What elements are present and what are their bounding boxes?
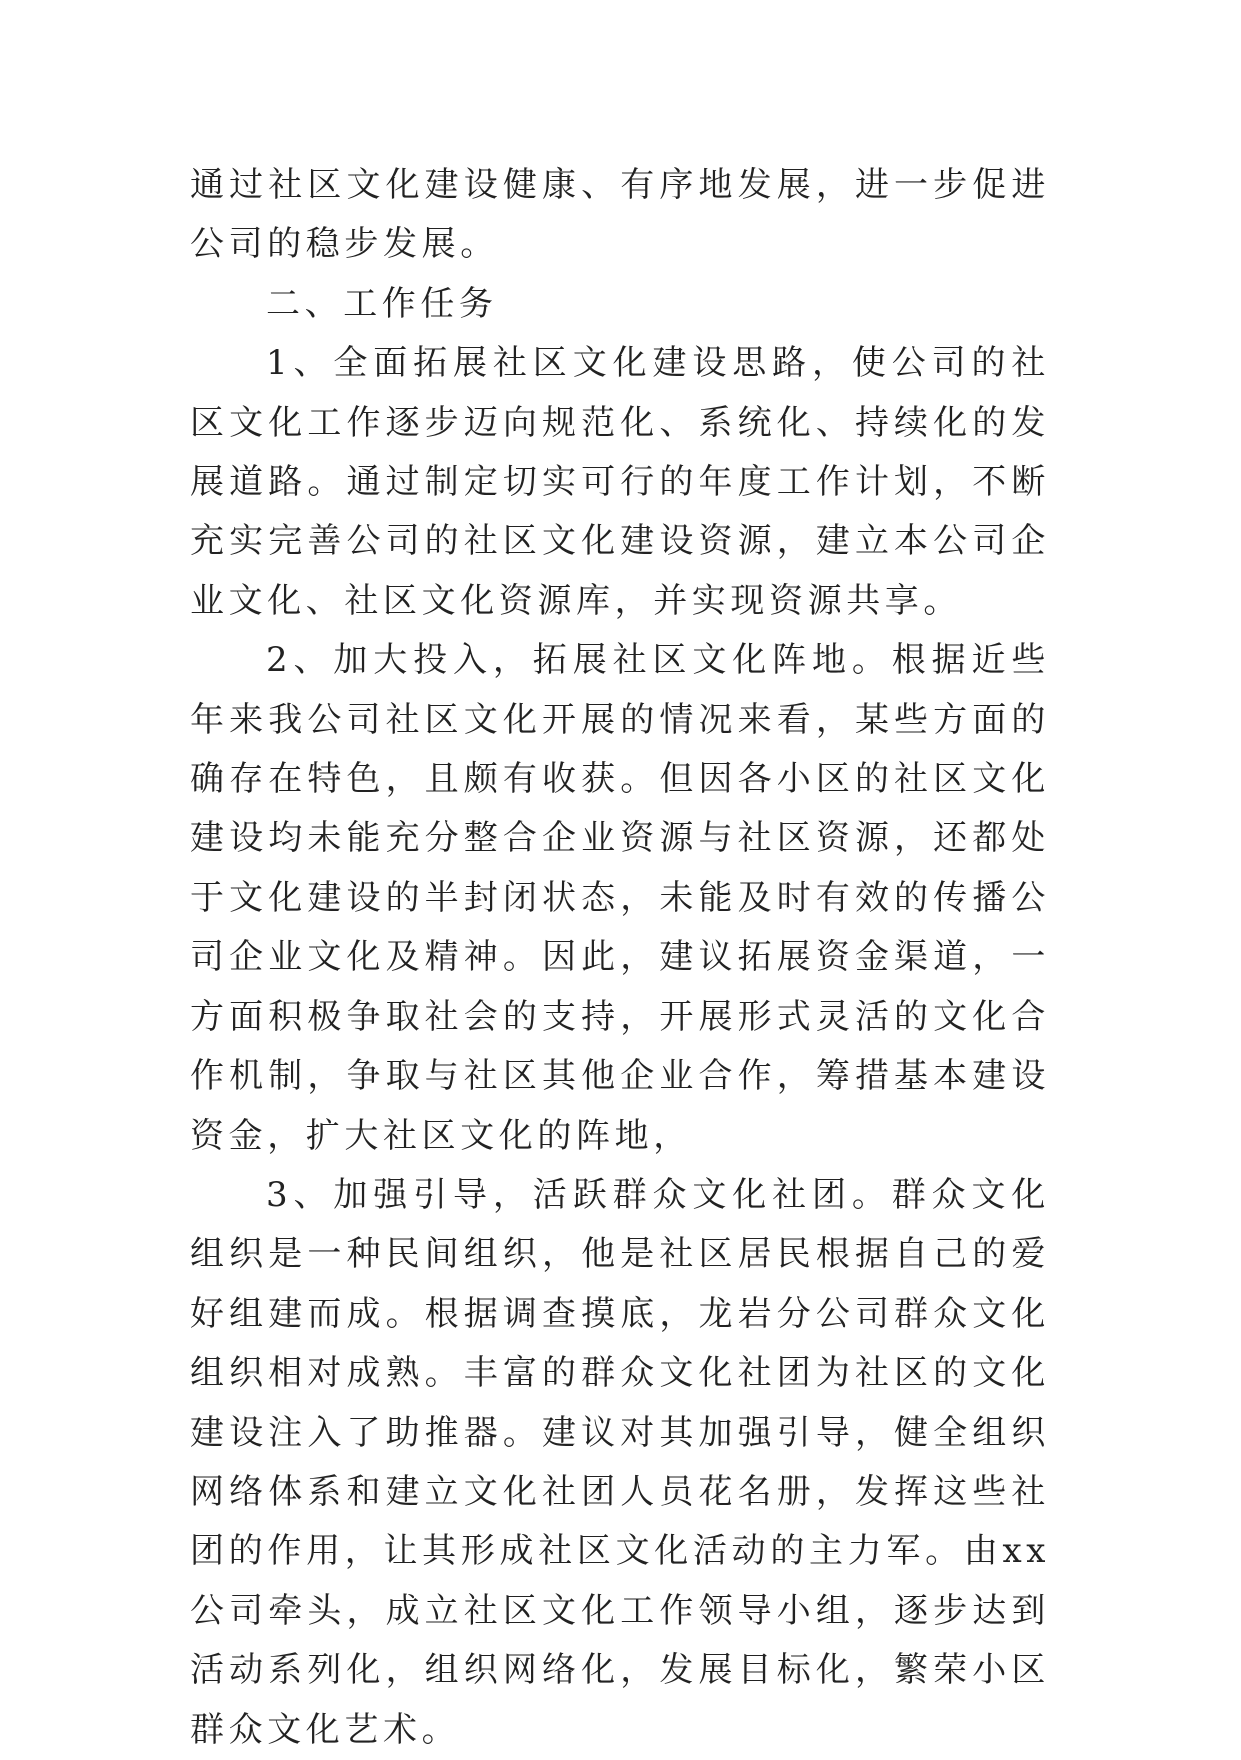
paragraph-task-3: 3、加强引导，活跃群众文化社团。群众文化组织是一种民间组织，他是社区居民根据自己的爱好组建而成。根据调查摸底，龙岩分公司群众文化组织相对成熟。丰富的群众文化社团为社区的文化建设注入了助推器。建议对其加强引导，健全组织网络体系和建立文化社团人员花名册，发挥这些社团的作用，让其形成社区文化活动的主力军。由xx公司牵头，成立社区文化工作领导小组，逐步达到活动系列化，组织网络化，发展目标化，繁荣小区群众文化艺术。 [190, 1174, 1050, 1750]
document-body [190, 156, 1050, 1760]
paragraph-task-2: 2、加大投入，拓展社区文化阵地。根据近些年来我公司社区文化开展的情况来看，某些方面的确存在特色，且颇有收获。但因各小区的社区文化建设均未能充分整合企业资源与社区资源，还都处于文化建设的半封闭状态，未能及时有效的传播公司企业文化及精神。因此，建议拓展资金渠道，一方面积极争取社会的支持，开展形式灵活的文化合作机制，争取与社区其他企业合作，筹措基本建设资金，扩大社区文化的阵地， [190, 640, 1050, 1156]
paragraph-continuation: 通过社区文化建设健康、有序地发展，进一步促进公司的稳步发展。 [190, 165, 1050, 265]
paragraph-task-1: 1、全面拓展社区文化建设思路，使公司的社区文化工作逐步迈向规范化、系统化、持续化的发展道路。通过制定切实可行的年度工作计划，不断充实完善公司的社区文化建设资源，建立本公司企业文化、社区文化资源库，并实现资源共享。 [190, 343, 1050, 621]
section-heading-work-tasks: 二、工作任务 [266, 283, 498, 324]
